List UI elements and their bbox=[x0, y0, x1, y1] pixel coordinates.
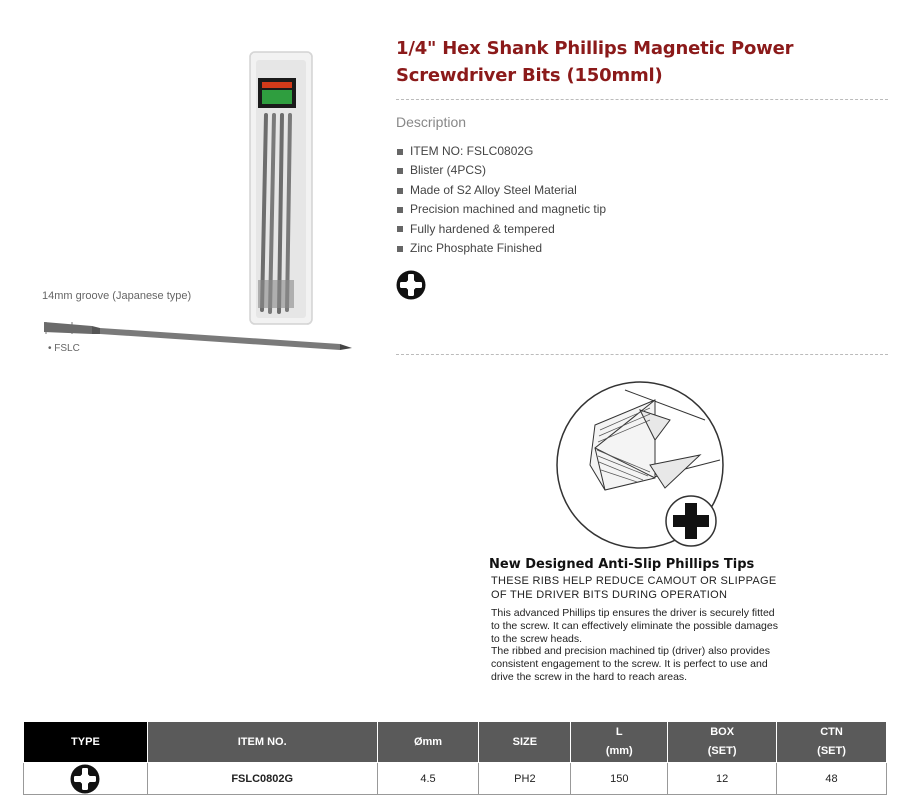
divider bbox=[396, 354, 888, 355]
cell-ctn: 48 bbox=[777, 763, 887, 795]
list-item bbox=[396, 161, 606, 180]
bullet-icon bbox=[397, 149, 403, 155]
cell-size: PH2 bbox=[479, 763, 571, 795]
description-list bbox=[396, 142, 606, 258]
body-line: This advanced Phillips tip ensures the driver is securely fitted bbox=[491, 607, 775, 619]
body-line: consistent engagement to the screw. It is perfect to use and bbox=[491, 658, 768, 671]
body-line: to the screw heads. bbox=[491, 632, 583, 645]
header-ctn bbox=[777, 722, 887, 763]
list-item bbox=[396, 181, 606, 200]
header-length bbox=[571, 722, 668, 763]
list-item bbox=[396, 200, 606, 219]
header-length-unit: (mm) bbox=[605, 745, 633, 757]
product-title: 1/4" Hex Shank Phillips Magnetic Power Screwdriver Bits (150mml) bbox=[396, 38, 794, 86]
list-item-text: ITEM NO: FSLC0802G bbox=[410, 144, 534, 158]
anti-slip-body bbox=[491, 607, 811, 684]
header-length-label: L bbox=[615, 726, 623, 738]
body-line: The ribbed and precision machined tip (driver) also provides bbox=[491, 645, 770, 658]
bullet-icon bbox=[397, 246, 403, 252]
list-item-text: Zinc Phosphate Finished bbox=[410, 241, 543, 256]
blister-package bbox=[250, 52, 312, 324]
table-header-row bbox=[24, 722, 887, 763]
list-item-text: Blister (4PCS) bbox=[410, 163, 487, 178]
phillips-icon bbox=[396, 270, 426, 300]
body-line: to the screw. It can effectively eliminate the possible damages bbox=[491, 619, 778, 632]
bullet-icon bbox=[397, 168, 403, 174]
product-image bbox=[0, 30, 380, 370]
subtitle-line: OF THE DRIVER BITS DURING OPERATION bbox=[491, 589, 728, 601]
header-item-no: ITEM NO. bbox=[147, 722, 377, 763]
cell-diameter: 4.5 bbox=[377, 763, 479, 795]
header-diameter: Ømm bbox=[377, 722, 479, 763]
header-type: TYPE bbox=[24, 722, 148, 763]
groove-label: 14mm groove (Japanese type) bbox=[42, 290, 192, 302]
phillips-icon bbox=[70, 764, 100, 794]
bullet-icon bbox=[397, 226, 403, 232]
anti-slip-title: New Designed Anti-Slip Phillips Tips bbox=[489, 557, 755, 572]
list-item-text: Precision machined and magnetic tip bbox=[410, 202, 607, 217]
header-ctn-unit: (SET) bbox=[817, 745, 846, 757]
list-item bbox=[396, 239, 606, 258]
header-box bbox=[668, 722, 777, 763]
spec-table bbox=[23, 721, 887, 795]
header-size: SIZE bbox=[479, 722, 571, 763]
bullet-icon bbox=[397, 207, 403, 213]
table-row bbox=[24, 763, 887, 795]
divider bbox=[396, 99, 888, 100]
screwdriver-bit bbox=[44, 322, 352, 350]
code-label: • FSLC bbox=[48, 343, 80, 354]
description-heading: Description bbox=[396, 114, 467, 130]
list-item-text: Fully hardened & tempered bbox=[410, 221, 555, 236]
list-item bbox=[396, 142, 606, 161]
header-box-unit: (SET) bbox=[707, 745, 737, 757]
cell-length: 150 bbox=[571, 763, 668, 795]
anti-slip-subtitle bbox=[491, 574, 811, 602]
header-box-label: BOX bbox=[710, 726, 735, 738]
subtitle-line: THESE RIBS HELP REDUCE CAMOUT OR SLIPPAGE bbox=[491, 575, 777, 587]
body-line: drive the screw in the hard to reach areas. bbox=[491, 670, 688, 683]
type-cell bbox=[24, 763, 148, 795]
cell-item-no: FSLC0802G bbox=[147, 763, 377, 795]
cell-box: 12 bbox=[668, 763, 777, 795]
bullet-icon bbox=[397, 188, 403, 194]
list-item bbox=[396, 220, 606, 239]
header-ctn-label: CTN bbox=[820, 726, 843, 738]
phillips-badge-icon bbox=[665, 495, 717, 547]
list-item-text: Made of S2 Alloy Steel Material bbox=[410, 182, 577, 197]
